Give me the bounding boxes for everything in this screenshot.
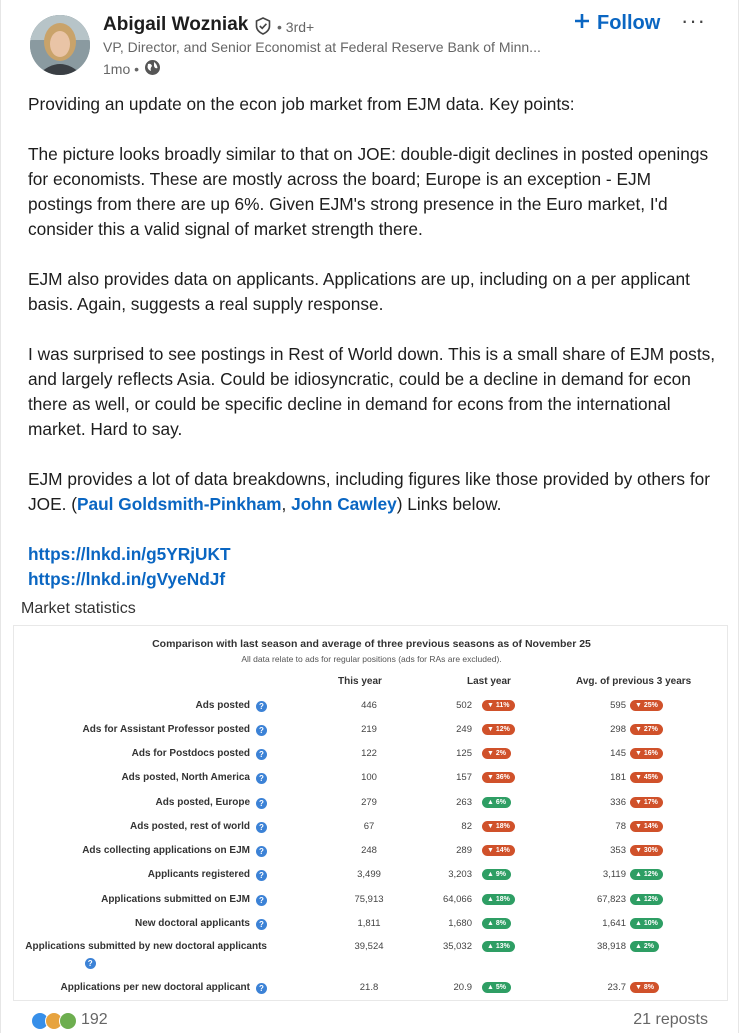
market-statistics-table[interactable] bbox=[13, 625, 728, 1001]
change-badge-last-year: ▼ 18% bbox=[482, 821, 515, 832]
table-row bbox=[14, 894, 729, 912]
row-label-text: Ads posted, North America bbox=[121, 772, 250, 783]
table-row bbox=[14, 869, 729, 887]
table-row bbox=[14, 724, 729, 742]
value-last-year: 289 bbox=[456, 845, 472, 856]
post-body bbox=[28, 92, 718, 592]
table-row bbox=[14, 821, 729, 839]
verified-icon bbox=[254, 17, 272, 40]
row-label-text: Ads for Postdocs posted bbox=[131, 748, 250, 759]
help-icon[interactable]: ? bbox=[256, 773, 267, 784]
author-headline: VP, Director, and Senior Economist at Federal Reserve Bank of Minn... bbox=[103, 39, 541, 55]
column-header-this-year: This year bbox=[338, 676, 382, 687]
row-label-text: Ads posted, Europe bbox=[155, 797, 250, 808]
help-icon[interactable]: ? bbox=[256, 895, 267, 906]
value-avg: 23.7 bbox=[607, 982, 626, 993]
change-badge-last-year: ▲ 9% bbox=[482, 869, 511, 880]
row-label bbox=[83, 724, 267, 736]
change-badge-last-year: ▼ 12% bbox=[482, 724, 515, 735]
change-badge-avg: ▲ 12% bbox=[630, 894, 663, 905]
value-this-year: 21.8 bbox=[359, 982, 379, 993]
row-label-text: Applications submitted on EJM bbox=[101, 894, 250, 905]
value-last-year: 64,066 bbox=[442, 894, 472, 905]
value-this-year: 75,913 bbox=[354, 894, 384, 905]
post-paragraph: The picture looks broadly similar to that on JOE: double-digit declines in posted openings for economists. These are mostly across the board; Europe is an exception - EJM postings from there are up 6%. Given EJM's strong presence in the Euro market, I'd consider this a valid signal of market strength there. bbox=[28, 144, 709, 239]
change-badge-avg: ▼ 14% bbox=[630, 821, 663, 832]
change-badge-avg: ▲ 10% bbox=[630, 918, 663, 929]
row-label-text: Ads for Assistant Professor posted bbox=[82, 724, 250, 735]
change-badge-avg: ▼ 25% bbox=[630, 700, 663, 711]
value-this-year: 219 bbox=[361, 724, 377, 735]
market-statistics-title: Market statistics bbox=[21, 600, 136, 617]
table-subtitle: All data relate to ads for regular positions (ads for RAs are excluded). bbox=[241, 654, 502, 664]
row-label-text: New doctoral applicants bbox=[134, 918, 250, 929]
value-last-year: 20.9 bbox=[453, 982, 472, 993]
value-avg: 38,918 bbox=[596, 941, 626, 952]
value-last-year: 35,032 bbox=[442, 941, 472, 952]
change-badge-avg: ▼ 8% bbox=[630, 982, 659, 993]
column-header-avg: Avg. of previous 3 years bbox=[576, 676, 692, 687]
value-last-year: 82 bbox=[461, 821, 472, 832]
table-row bbox=[14, 845, 729, 863]
value-avg: 3,119 bbox=[602, 869, 626, 880]
value-avg: 181 bbox=[610, 772, 626, 783]
help-icon[interactable]: ? bbox=[256, 798, 267, 809]
row-label bbox=[82, 845, 267, 857]
help-icon[interactable]: ? bbox=[256, 725, 267, 736]
row-label-text: Ads posted, rest of world bbox=[129, 821, 250, 832]
value-this-year: 100 bbox=[361, 772, 377, 783]
value-avg: 67,823 bbox=[596, 894, 626, 905]
help-icon[interactable]: ? bbox=[256, 846, 267, 857]
value-last-year: 3,203 bbox=[448, 869, 472, 880]
post-paragraph: I was surprised to see postings in Rest of World down. This is a small share of EJM posts, and largely reflects Asia. Could be idiosyncratic, could be a decline in demand for econ there as well, or could be specific decline in demand for econs from the international market. Hard to say. bbox=[28, 344, 716, 439]
table-row bbox=[14, 941, 729, 968]
table-row bbox=[14, 797, 729, 815]
post-meta bbox=[103, 59, 161, 79]
row-label bbox=[156, 797, 267, 809]
change-badge-last-year: ▲ 5% bbox=[482, 982, 511, 993]
row-label bbox=[121, 772, 267, 784]
value-avg: 1,641 bbox=[602, 918, 626, 929]
change-badge-last-year: ▼ 2% bbox=[482, 748, 511, 759]
mention-link[interactable]: John Cawley bbox=[291, 494, 397, 514]
row-label-text: Applications per new doctoral applicant bbox=[60, 982, 250, 993]
follow-button[interactable] bbox=[574, 12, 660, 35]
help-icon[interactable]: ? bbox=[256, 822, 267, 833]
table-title: Comparison with last season and average of three previous seasons as of November 25 bbox=[152, 638, 591, 650]
change-badge-avg: ▼ 27% bbox=[630, 724, 663, 735]
change-badge-last-year: ▼ 11% bbox=[482, 700, 515, 711]
value-this-year: 67 bbox=[363, 821, 375, 832]
table-row bbox=[14, 982, 729, 1000]
change-badge-last-year: ▲ 8% bbox=[482, 918, 511, 929]
change-badge-last-year: ▲ 6% bbox=[482, 797, 511, 808]
change-badge-avg: ▲ 2% bbox=[630, 941, 659, 952]
value-this-year: 279 bbox=[361, 797, 377, 808]
author-avatar[interactable] bbox=[30, 15, 90, 75]
post-text: , bbox=[281, 494, 292, 514]
reactions-icons[interactable] bbox=[31, 1012, 73, 1030]
celebrate-icon bbox=[59, 1012, 77, 1030]
row-label bbox=[196, 700, 267, 712]
change-badge-last-year: ▲ 13% bbox=[482, 941, 515, 952]
post-paragraph: Providing an update on the econ job market from EJM data. Key points: bbox=[28, 94, 575, 114]
row-label bbox=[148, 869, 267, 881]
row-label-text: Applicants registered bbox=[147, 869, 250, 880]
value-this-year: 3,499 bbox=[357, 869, 381, 880]
external-link[interactable]: https://lnkd.in/g5YRjUKT bbox=[28, 544, 231, 564]
table-row bbox=[14, 918, 729, 936]
help-icon[interactable]: ? bbox=[256, 983, 267, 994]
help-icon[interactable]: ? bbox=[256, 870, 267, 881]
connection-degree: • 3rd+ bbox=[277, 19, 315, 35]
value-this-year: 1,811 bbox=[357, 918, 381, 929]
help-icon[interactable]: ? bbox=[256, 701, 267, 712]
row-label-text: Ads posted bbox=[195, 700, 250, 711]
value-this-year: 446 bbox=[361, 700, 377, 711]
row-label bbox=[135, 918, 267, 930]
post-text: ) Links below. bbox=[396, 494, 502, 514]
author-name[interactable]: Abigail Wozniak bbox=[103, 14, 249, 35]
value-last-year: 1,680 bbox=[448, 918, 472, 929]
row-label bbox=[101, 894, 267, 906]
reposts-count[interactable]: 21 reposts bbox=[633, 1011, 708, 1028]
mention-link[interactable]: Paul Goldsmith-Pinkham bbox=[76, 494, 282, 514]
change-badge-avg: ▼ 17% bbox=[630, 797, 663, 808]
help-icon[interactable]: ? bbox=[256, 919, 267, 930]
change-badge-avg: ▲ 12% bbox=[630, 869, 663, 880]
globe-icon bbox=[144, 59, 161, 79]
change-badge-avg: ▼ 45% bbox=[630, 772, 663, 783]
post-paragraph bbox=[28, 467, 718, 517]
reaction-count[interactable]: 192 bbox=[81, 1011, 108, 1028]
row-label-text: Ads collecting applications on EJM bbox=[82, 845, 250, 856]
value-this-year: 39,524 bbox=[354, 941, 384, 952]
value-last-year: 249 bbox=[456, 724, 472, 735]
table-row bbox=[14, 772, 729, 790]
help-icon[interactable]: ? bbox=[256, 749, 267, 760]
help-icon[interactable]: ? bbox=[85, 958, 96, 969]
change-badge-avg: ▼ 30% bbox=[630, 845, 663, 856]
value-avg: 145 bbox=[610, 748, 626, 759]
value-this-year: 248 bbox=[361, 845, 377, 856]
post-footer bbox=[1, 1008, 739, 1033]
post-links bbox=[28, 542, 718, 592]
value-last-year: 157 bbox=[456, 772, 472, 783]
post-text: EJM provides a lot of data breakdowns, including figures like those provided by others for JOE. ( bbox=[28, 469, 711, 514]
post-header bbox=[1, 0, 739, 84]
post-time: 1mo • bbox=[103, 61, 140, 77]
post-paragraph: EJM also provides data on applicants. Applications are up, including on a per applicant basis. Again, suggests a real supply response. bbox=[28, 269, 690, 314]
change-badge-last-year: ▼ 36% bbox=[482, 772, 515, 783]
row-label bbox=[61, 982, 267, 994]
value-last-year: 125 bbox=[456, 748, 472, 759]
row-label-text: Applications submitted by new doctoral applicants bbox=[25, 941, 267, 952]
table-row bbox=[14, 700, 729, 718]
value-avg: 298 bbox=[610, 724, 626, 735]
value-avg: 353 bbox=[610, 845, 626, 856]
column-header-last-year: Last year bbox=[467, 676, 511, 687]
value-last-year: 502 bbox=[456, 700, 472, 711]
value-avg: 78 bbox=[615, 821, 626, 832]
row-label bbox=[130, 821, 267, 833]
row-label bbox=[25, 941, 267, 969]
value-avg: 595 bbox=[610, 700, 626, 711]
change-badge-last-year: ▼ 14% bbox=[482, 845, 515, 856]
change-badge-last-year: ▲ 18% bbox=[482, 894, 515, 905]
row-label bbox=[132, 748, 267, 760]
value-last-year: 263 bbox=[456, 797, 472, 808]
external-link[interactable]: https://lnkd.in/gVyeNdJf bbox=[28, 569, 226, 589]
change-badge-avg: ▼ 16% bbox=[630, 748, 663, 759]
more-options-icon[interactable]: ··· bbox=[681, 8, 706, 33]
value-avg: 336 bbox=[610, 797, 626, 808]
plus-icon bbox=[574, 12, 590, 35]
value-this-year: 122 bbox=[361, 748, 377, 759]
follow-label: Follow bbox=[597, 12, 661, 34]
table-row bbox=[14, 748, 729, 766]
